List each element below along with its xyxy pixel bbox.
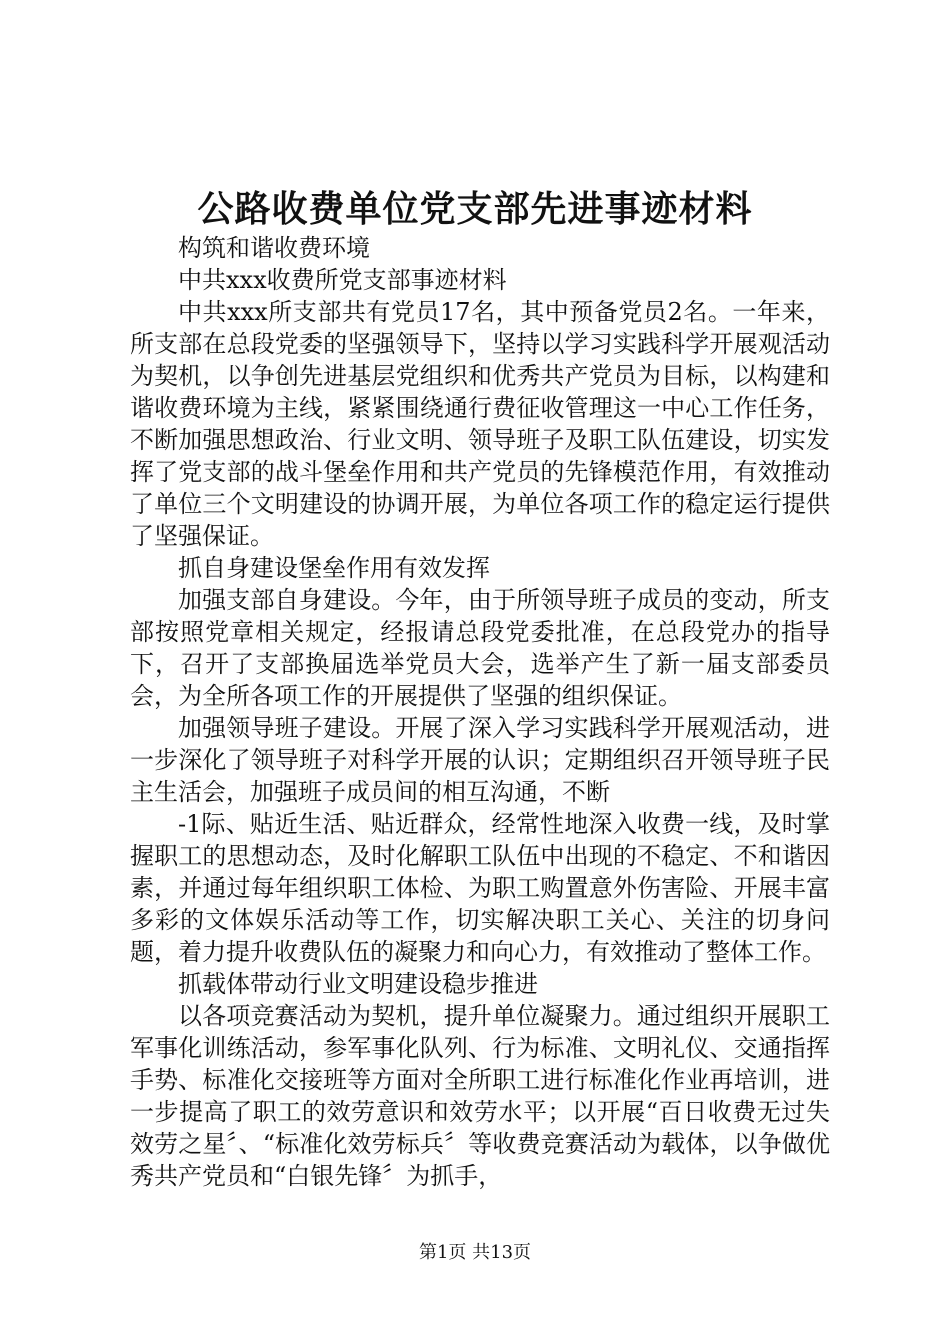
document-title: 公路收费单位党支部先进事迹材料	[197, 188, 753, 230]
paragraph-leadership-building: 加强领导班子建设。开展了深入学习实践科学开展观活动，进一步深化了领导班子对科学开展的认识；定期组织召开领导班子民主生活会，加强班子成员间的相互沟通，不断	[130, 714, 830, 806]
section-subtitle-org: 中共xxx收费所党支部事迹材料	[178, 266, 507, 294]
section-heading-self-building: 抓自身建设堡垒作用有效发挥	[178, 554, 490, 582]
paragraph-continuation: -1际、贴近生活、贴近群众，经常性地深入收费一线，及时掌握职工的思想动态，及时化解职工队伍中出现的不稳定、不和谐因素，并通过每年组织职工体检、为职工购置意外伤害险、开展丰富多彩的文体娱乐活动等工作，切实解决职工关心、关注的切身问题，着力提升收费队伍的凝聚力和向心力，有效推动了整体工作。	[130, 810, 830, 966]
section-heading-civilization: 抓载体带动行业文明建设稳步推进	[178, 970, 538, 998]
paragraph-competitions: 以各项竞赛活动为契机，提升单位凝聚力。通过组织开展职工军事化训练活动，参军事化队列、行为标准、文明礼仪、交通指挥手势、标准化交接班等方面对全所职工进行标准化作业再培训，进一步提高了职工的效劳意识和效劳水平；以开展“百日收费无过失效劳之星〞、“标准化效劳标兵〞等收费竞赛活动为载体，以争做优秀共产党员和“白银先锋〞为抓手，	[130, 1002, 830, 1190]
document-body	[130, 232, 830, 1192]
paragraph-branch-building: 加强支部自身建设。今年，由于所领导班子成员的变动，所支部按照党章相关规定，经报请总段党委批准，在总段党办的指导下，召开了支部换届选举党员大会，选举产生了新一届支部委员会，为全所各项工作的开展提供了坚强的组织保证。	[130, 586, 830, 710]
section-subtitle: 构筑和谐收费环境	[178, 234, 370, 262]
page-footer: 第1页 共13页	[418, 1242, 532, 1263]
paragraph-intro: 中共xxx所支部共有党员17名，其中预备党员2名。一年来，所支部在总段党委的坚强领导下，坚持以学习实践科学开展观活动为契机，以争创先进基层党组织和优秀共产党员为目标，以构建和谐收费环境为主线，紧紧围绕通行费征收管理这一中心工作任务，不断加强思想政治、行业文明、领导班子及职工队伍建设，切实发挥了党支部的战斗堡垒作用和共产党员的先锋模范作用，有效推动了单位三个文明建设的协调开展，为单位各项工作的稳定运行提供了坚强保证。	[130, 298, 830, 550]
